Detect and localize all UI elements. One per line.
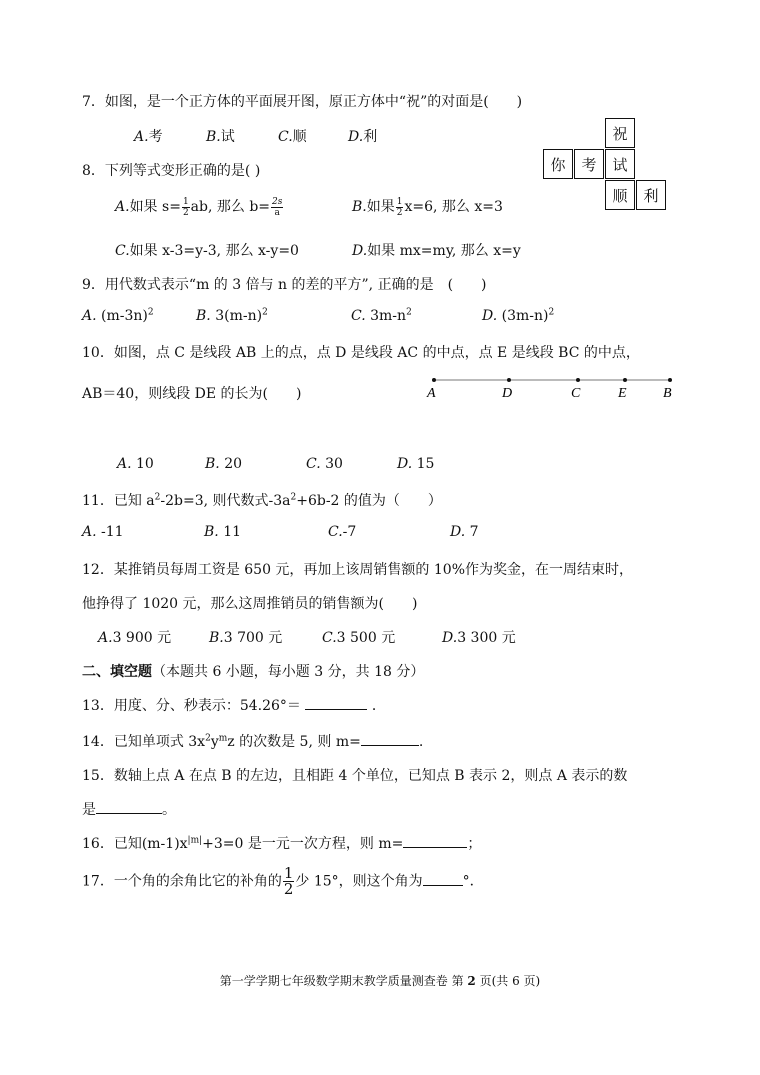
point-e-dot [623,378,627,382]
q7-option-b [206,126,235,146]
net-cell-zhu: 祝 [605,118,635,148]
q8-option-d-text: 如果 mx=my, 那么 x=y [367,243,521,259]
section-2-heading [82,661,424,681]
q12-stem-line-2: 他挣得了 1020 元，那么这周推销员的销售额为( ) [82,596,418,612]
q10-option-d-letter: D. [397,456,413,472]
q8-option-a-letter: A. [115,199,130,215]
q8-option-c-letter: C. [115,243,130,259]
q10-option-d-text: 15 [416,456,435,472]
q12-option-c-letter: C. [322,630,337,646]
q16-part-1: 16．已知(m-1)x [82,836,188,852]
q11-option-d-text: 7 [465,524,479,540]
q8-option-b-num: 1 [396,196,403,207]
footer-total: 6 [512,974,520,988]
q8-option-b [352,196,503,218]
q8-option-a-pre: 如果 s= [129,199,181,215]
q8-option-d [352,240,521,260]
q16-part-2: +3=0 是一元一次方程，则 m= [202,836,404,852]
q15-line-1: 15．数轴上点 A 在点 B 的左边，且相距 4 个单位，已知点 B 表示 2，则点 A 表示的数 [82,768,628,784]
q13-post: ． [371,698,386,714]
q12-option-a [98,627,171,647]
q8-option-a-den-1: 2 [182,207,189,218]
q17-pre: 17．一个角的余角比它的补角的 [82,873,282,890]
q15-line-2 [82,799,176,819]
q9-option-a-letter: A. [82,308,97,324]
footer-mid: 页(共 [475,974,513,988]
q7-stem: 7．如图，是一个正方体的平面展开图，原正方体中“祝”的对面是( ) [82,94,523,110]
q12-option-a-letter: A. [98,630,113,646]
point-e-label: E [618,386,627,401]
cube-net-figure [543,118,669,212]
q9-option-a-text: (m-3n) [96,308,148,324]
q9-option-a [82,308,154,324]
q8-option-a-num-2: 2s [272,196,283,207]
q8-option-c [115,240,299,260]
q15-pre: 是 [82,802,96,818]
q8-option-a-fraction-2 [271,197,283,218]
q12-option-b-text: 3 700 元 [223,630,283,646]
q8-option-b-pre: 如果 [366,199,395,215]
q16 [82,833,481,853]
q11-option-b-text: 11 [218,524,242,540]
q7-option-a-letter: A. [134,129,149,145]
footer-text: 第一学学期七年级数学期末教学质量测查卷 第 [219,974,468,988]
point-b-label: B [663,386,672,401]
q12-option-d [442,627,516,647]
q9-option-a-exponent: 2 [147,307,154,318]
q10-option-d [397,456,434,472]
q10-stem-line-1: 10．如图，点 C 是线段 AB 上的点，点 D 是线段 AC 的中点，点 E 是线段 BC 的中点， [82,345,640,361]
q10-stem-line-2: AB＝40，则线段 DE 的长为( ) [82,386,302,402]
q8-option-b-post: x=6, 那么 x=3 [404,199,503,215]
footer-page-number: 2 [467,974,476,988]
q12-option-d-letter: D. [442,630,458,646]
q8-stem: 8．下列等式变形正确的是( ) [82,163,261,179]
point-d-label: D [502,386,513,401]
q7-option-a-text: 考 [148,129,163,145]
point-b-dot [668,378,672,382]
q14-post: . [418,734,424,750]
q7-option-c-text: 顺 [292,129,307,145]
q8-option-d-letter: D. [352,243,368,259]
q12-option-c [322,627,395,647]
q9-option-c-letter: C. [351,308,366,324]
q10-option-b-text: 20 [224,456,243,472]
q8-option-a [115,196,284,218]
q12-option-b [209,627,282,647]
segment-figure [420,370,690,404]
q7-option-b-letter: B. [206,129,221,145]
q8-option-a-fraction-1 [182,197,190,218]
q15-answer-blank[interactable] [96,800,162,814]
q8-option-a-den-2: a [274,207,280,218]
q8-option-c-text: 如果 x-3=y-3, 那么 x-y=0 [129,243,299,259]
q17-post: °． [462,873,484,890]
point-c-dot [576,378,580,382]
q12-option-a-text: 3 900 元 [112,630,172,646]
q11-stem [82,490,442,510]
footer-post: 页) [519,974,541,988]
q16-post: ； [467,836,482,852]
q9-stem: 9．用代数式表示“m 的 3 倍与 n 的差的平方”, 正确的是 ( ) [82,277,487,293]
q9-option-b-text: 3(m-n) [210,308,263,324]
q7-option-d-letter: D. [348,129,364,145]
q10-option-a-letter: A. [117,456,132,472]
q10-option-a [117,456,154,472]
q9-option-d-text: (3m-n) [497,308,549,324]
q17-answer-blank[interactable] [423,872,463,886]
q11-option-d-letter: D. [450,524,466,540]
q7-option-b-text: 试 [220,129,235,145]
section-2-title: 二、填空题 [82,664,152,680]
q9-option-b-letter: B. [196,308,211,324]
q10-option-c-text: 30 [325,456,343,472]
q14-exponent-2: m [218,733,228,744]
q8-option-b-den: 2 [396,207,403,218]
q9-option-b [196,308,268,324]
q9-option-d-exponent: 2 [548,307,555,318]
point-a-label: A [427,386,436,401]
net-cell-shi: 试 [605,149,635,179]
point-c-label: C [571,386,581,401]
q12-option-d-text: 3 300 元 [457,630,516,646]
q14-exponent-1: 2 [205,733,211,744]
point-a-dot [432,378,436,382]
q12-option-b-letter: B. [209,630,224,646]
q11-option-a [82,524,124,540]
q17-fraction-num: 1 [283,864,294,882]
point-d-dot [507,378,511,382]
q17-fraction [283,866,295,897]
q11-option-d [450,524,479,540]
net-cell-shun: 顺 [605,180,635,210]
q9-option-c-text: 3m-n [365,308,407,324]
q16-exponent: |m| [187,835,203,846]
q11-option-a-text: -11 [96,524,124,540]
q11-option-b [204,524,241,540]
q14-part-2: y [210,734,219,750]
q9-option-c [351,308,412,324]
q9-option-b-exponent: 2 [262,307,268,318]
q8-option-b-fraction [396,197,404,218]
q17 [82,866,484,897]
q14-part-3: z 的次数是 5, 则 m= [227,734,361,750]
q11-exponent-1: 2 [154,492,161,503]
q7-option-d [348,126,377,146]
q9-option-d [482,308,554,324]
q11-option-c-letter: C. [328,524,343,540]
q11-option-a-letter: A. [82,524,97,540]
q11-stem-part-1: 11．已知 a [82,493,155,509]
q14 [82,731,423,751]
q17-fraction-den: 2 [283,880,294,898]
q11-exponent-2: 2 [290,492,297,503]
q16-answer-blank[interactable] [403,834,467,848]
q12-option-c-text: 3 500 元 [336,630,396,646]
q11-stem-part-3: +6b-2 的值为（ ） [296,493,442,509]
net-cell-kao: 考 [574,149,604,179]
q9-option-c-exponent: 2 [406,307,412,318]
q10-option-c-letter: C. [306,456,321,472]
q10-option-a-text: 10 [136,456,154,472]
section-2-note: （本题共 6 小题，每小题 3 分，共 18 分） [152,664,425,680]
q12-stem-line-1: 12．某推销员每周工资是 650 元，再加上该周销售额的 10%作为奖金，在一周结束时， [82,562,634,578]
q10-option-c [306,456,343,472]
q7-option-a [134,126,163,146]
q10-option-b-letter: B. [205,456,220,472]
q7-option-c-letter: C. [278,129,293,145]
q10-option-b [205,456,242,472]
q13-text: 13．用度、分、秒表示：54.26°＝ [82,698,301,714]
q11-stem-part-2: -2b=3, 则代数式-3a [160,493,291,509]
q14-answer-blank[interactable] [361,732,419,746]
q13-answer-blank[interactable] [305,696,367,710]
q8-option-b-letter: B. [352,199,367,215]
net-cell-li: 利 [636,180,666,210]
page-footer [0,972,760,989]
q11-option-c [328,524,356,540]
q13 [82,695,386,715]
q11-option-c-text: -7 [342,524,357,540]
q15-post: 。 [162,802,176,818]
q17-mid: 少 15°，则这个角为 [295,873,423,890]
q11-option-b-letter: B. [204,524,219,540]
q7-option-c [278,126,307,146]
q7-option-d-text: 利 [363,129,378,145]
net-cell-ni: 你 [543,149,573,179]
q8-option-a-mid: ab, 那么 b= [190,199,271,215]
q9-option-d-letter: D. [482,308,498,324]
q14-part-1: 14．已知单项式 3x [82,734,206,750]
q8-option-a-num-1: 1 [182,196,189,207]
